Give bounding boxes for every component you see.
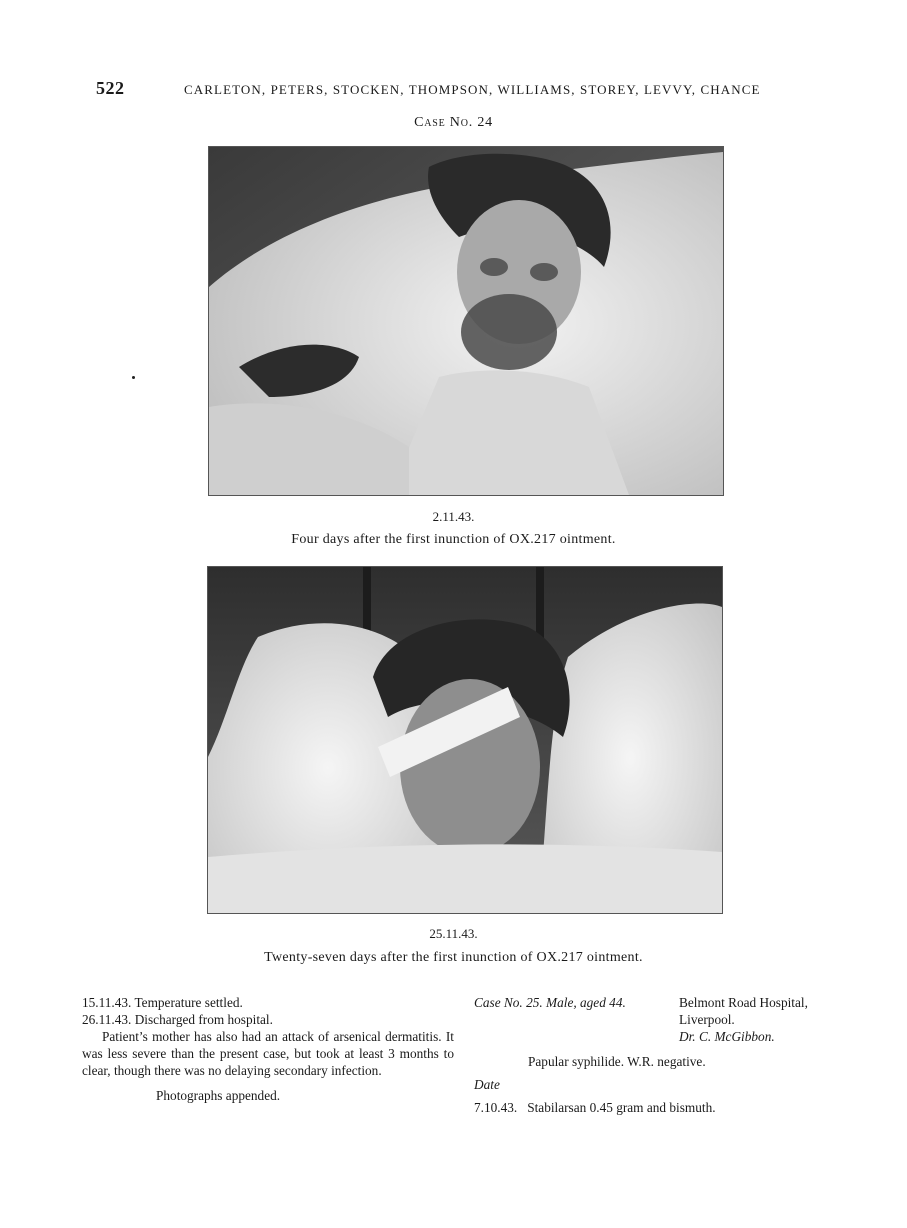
running-head: CARLETON, PETERS, STOCKEN, THOMPSON, WILLIAMS, STOREY, LEVVY, CHANCE [184,82,761,97]
right-column [474,994,844,1116]
page-number: 522 [96,78,125,98]
diagnosis: Papular syphilide. W.R. negative. [528,1054,706,1069]
case-25-id: Case No. 25. Male, aged 44. [474,995,626,1010]
case-25-heading [474,994,844,1045]
figure-1-caption: Four days after the first inunction of OX.217 ointment. [291,532,616,547]
hospital-name: Belmont Road Hospital, [679,995,808,1010]
treatment-date: 7.10.43. [474,1100,518,1115]
entry-date: 15.11.43. [82,995,132,1010]
photograph-2-image [208,567,722,913]
doctor-name: Dr. C. McGibbon. [679,1029,775,1044]
clinical-entry [82,994,454,1011]
figure-2-date: 25.11.43. [429,926,478,941]
hospital-block [679,994,808,1045]
patient-photograph-1 [208,146,724,496]
entry-text: Discharged from hospital. [134,1012,273,1027]
case-title: Case No. 24 [414,115,493,130]
photograph-1-image [209,147,723,495]
patient-photograph-2 [207,566,723,914]
clinical-entry [82,1011,454,1028]
date-column-label: Date [474,1077,500,1092]
print-speck [132,376,135,379]
treatment-text: Stabilarsan 0.45 gram and bismuth. [527,1100,716,1115]
treatment-entry [474,1099,844,1116]
clinical-note-paragraph: Patient’s mother has also had an attack of arsenical dermatitis. It was less severe than the present case, but took at least 3 months to clear, though there was no delaying secondary infection. [82,1029,454,1078]
left-column [82,994,454,1104]
entry-date: 26.11.43. [82,1012,132,1027]
entry-text: Temperature settled. [134,995,243,1010]
photographs-appended-note: Photographs appended. [156,1088,281,1103]
figure-2-caption: Twenty-seven days after the first inunction of OX.217 ointment. [264,950,643,965]
figure-1-date: 2.11.43. [432,509,475,524]
hospital-city: Liverpool. [679,1012,735,1027]
